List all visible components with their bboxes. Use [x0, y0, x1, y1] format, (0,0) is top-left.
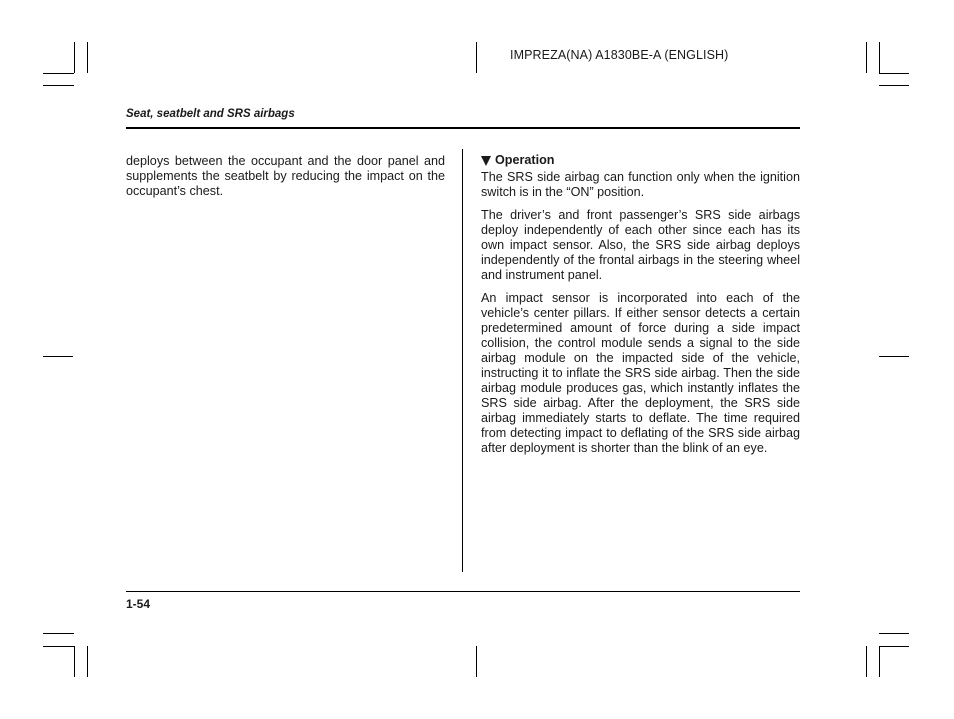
- crop-mark: [43, 85, 74, 86]
- document-code: IMPREZA(NA) A1830BE-A (ENGLISH): [510, 48, 729, 62]
- crop-mark: [43, 633, 74, 634]
- subsection-heading-text: Operation: [495, 153, 555, 167]
- body-paragraph: The driver’s and front passenger’s SRS side airbags deploy independently of each other since each has its own impact sensor. Also, the SRS side airbag deploys independently of the frontal airbags in the steering wheel and instrument panel.: [481, 208, 800, 282]
- subsection-heading: [481, 153, 800, 168]
- crop-mark: [866, 646, 867, 677]
- crop-mark: [476, 646, 477, 677]
- footer-rule: [126, 591, 800, 592]
- body-paragraph: deploys between the occupant and the door panel and supplements the seatbelt by reducing the impact on the occupant’s chest.: [126, 154, 445, 198]
- crop-mark: [43, 73, 74, 74]
- crop-mark: [74, 42, 75, 73]
- body-paragraph: An impact sensor is incorporated into each of the vehicle’s center pillars. If either sensor detects a certain predetermined amount of force during a side impact collision, the control module sends a signal to the side airbag module on the impacted side of the vehicle, instructing it to inflate the SRS side airbag. Then the side airbag module produces gas, which instantly inflates the SRS side airbag. After the deployment, the SRS side airbag immediately starts to deflate. The time required from detecting impact to deflating of the SRS side airbag after deployment is shorter than the blink of an eye.: [481, 291, 800, 455]
- crop-mark: [879, 85, 909, 86]
- crop-mark: [879, 646, 909, 647]
- page-number: 1-54: [126, 597, 151, 611]
- right-column: [481, 153, 800, 464]
- header-rule: [126, 127, 800, 129]
- crop-mark: [879, 73, 909, 74]
- crop-mark: [879, 646, 880, 677]
- triangle-bullet-icon: [481, 156, 491, 166]
- crop-mark: [43, 646, 74, 647]
- crop-mark: [87, 646, 88, 677]
- crop-mark: [43, 356, 73, 357]
- column-divider: [462, 149, 463, 572]
- section-title: Seat, seatbelt and SRS airbags: [126, 108, 295, 120]
- crop-mark: [866, 42, 867, 73]
- crop-mark: [879, 42, 880, 73]
- crop-mark: [74, 646, 75, 677]
- left-column: [126, 154, 445, 207]
- crop-mark: [879, 633, 909, 634]
- crop-mark: [879, 356, 909, 357]
- crop-mark: [476, 42, 477, 73]
- crop-mark: [87, 42, 88, 73]
- body-paragraph: The SRS side airbag can function only when the ignition switch is in the “ON” position.: [481, 170, 800, 199]
